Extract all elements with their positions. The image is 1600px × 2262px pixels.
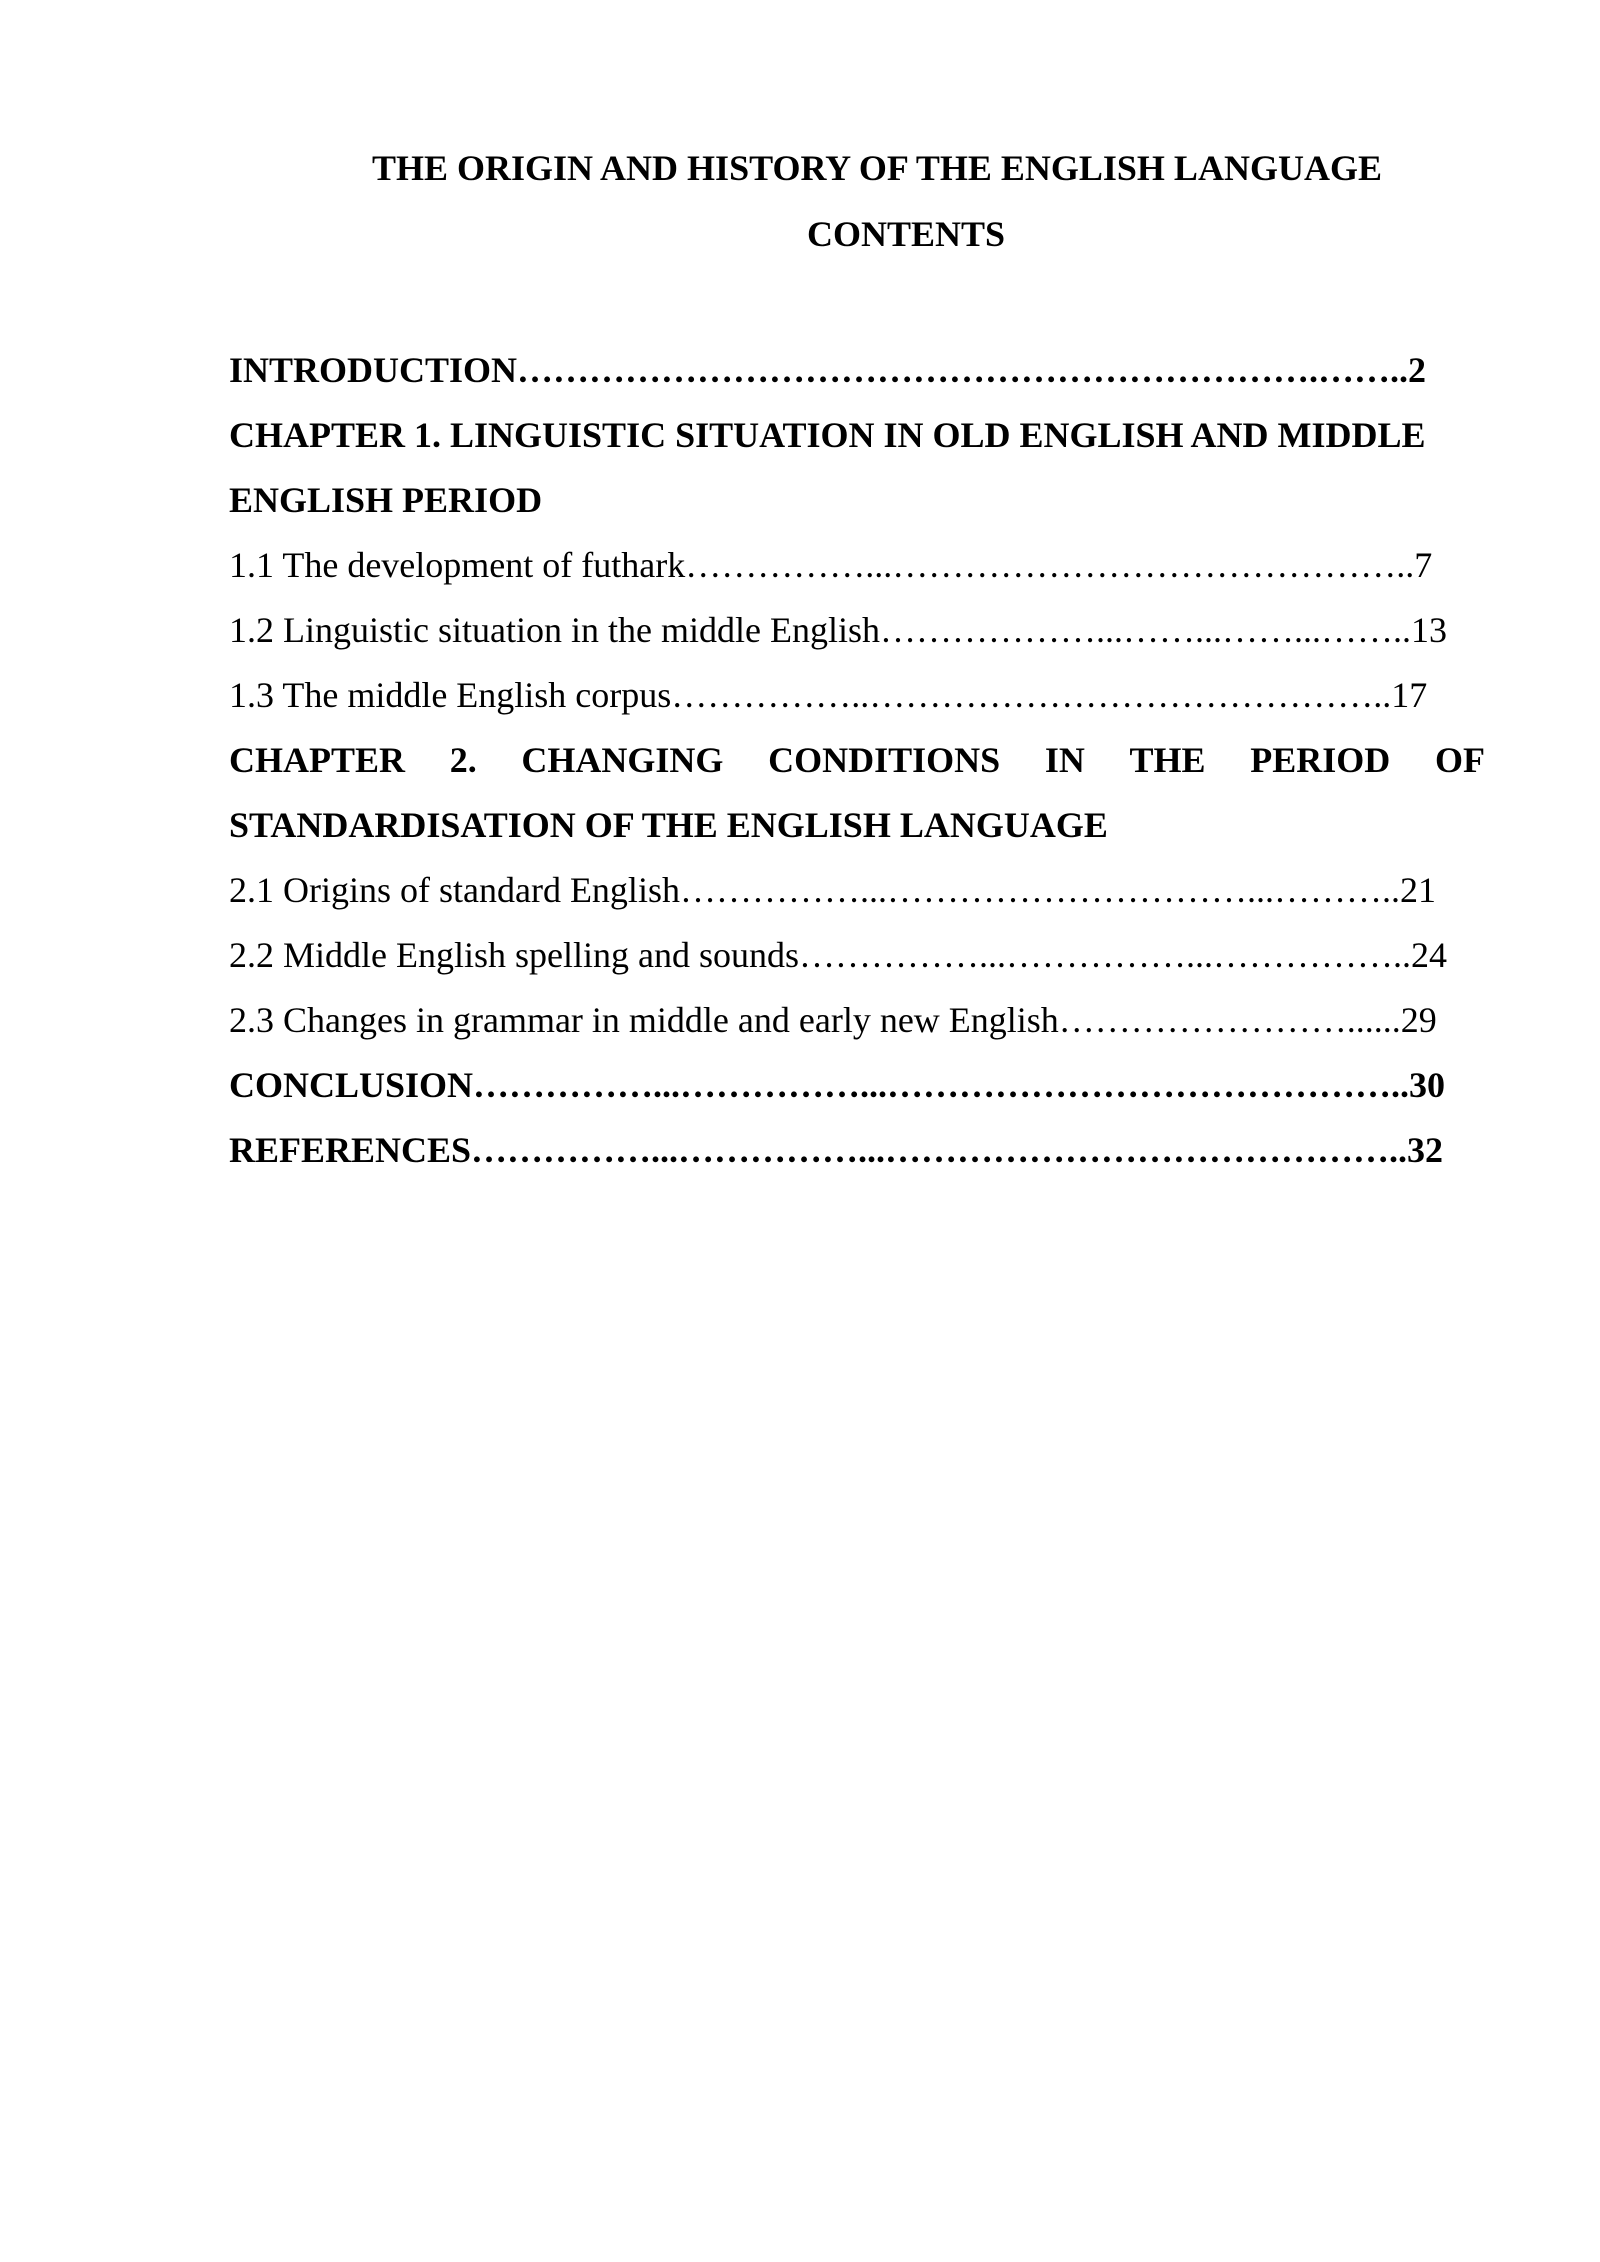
toc-entry-section-1-1: 1.1 The development of futhark……………...……………………………………..7 [229,545,1433,585]
table-of-contents [229,342,1485,1187]
toc-entry-chapter-2-line-2: STANDARDISATION OF THE ENGLISH LANGUAGE [229,805,1108,845]
toc-entry-section-1-2: 1.2 Linguistic situation in the middle English………………...……...……...……..13 [229,610,1447,650]
contents-heading: CONTENTS [806,214,1006,254]
chapter-2-word: CHANGING [521,740,724,780]
toc-entry-section-1-3: 1.3 The middle English corpus……………..……………………………………..17 [229,675,1428,715]
chapter-2-word: THE [1129,740,1206,780]
toc-entry-chapter-1-line-2: ENGLISH PERIOD [229,480,543,520]
chapter-2-word: PERIOD [1250,740,1391,780]
toc-entry-section-2-2: 2.2 Middle English spelling and sounds……………...……………...……………..24 [229,935,1447,975]
toc-entry-section-2-1: 2.1 Origins of standard English……………...…………………………...………..21 [229,870,1436,910]
chapter-2-word: OF [1434,740,1485,780]
toc-entry-section-2-3: 2.3 Changes in grammar in middle and early new English……………………......29 [229,1000,1437,1040]
toc-entry-chapter-1-line-1: CHAPTER 1. LINGUISTIC SITUATION IN OLD ENGLISH AND MIDDLE [229,415,1426,455]
toc-entry-conclusion: CONCLUSION……………...……………...……………………………………..30 [229,1065,1446,1105]
chapter-2-word: CONDITIONS [768,740,1001,780]
toc-entry-references: REFERENCES……………...……………...……………………………………..32 [229,1130,1444,1170]
chapter-2-word: 2. [449,740,477,780]
document-title: THE ORIGIN AND HISTORY OF THE ENGLISH LANGUAGE [372,148,1382,188]
toc-entry-chapter-2-line-1 [229,732,1485,797]
chapter-2-word: CHAPTER [229,740,406,780]
toc-entry-introduction: INTRODUCTION………………………………………………………….……..2 [229,350,1427,390]
chapter-2-word: IN [1044,740,1085,780]
